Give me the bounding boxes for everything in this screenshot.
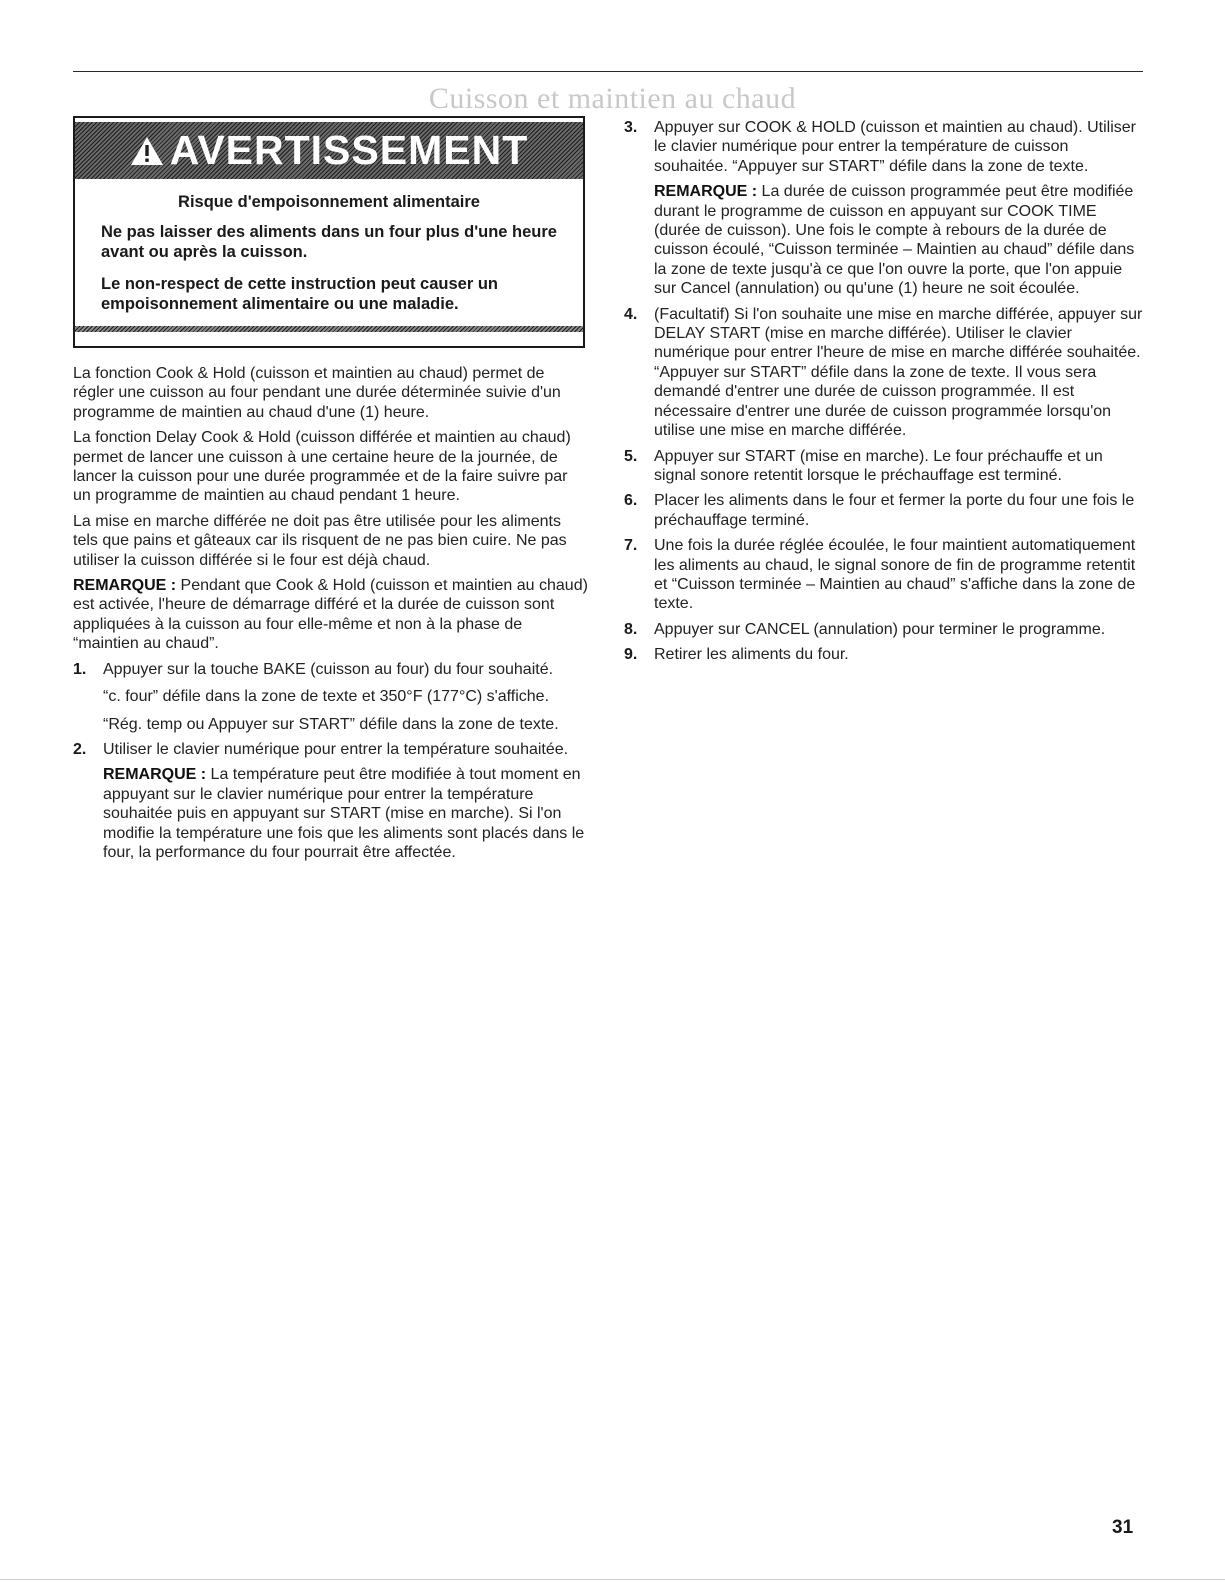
list-item xyxy=(624,305,1144,441)
intro-paragraph-1: La fonction Cook & Hold (cuisson et maintien au chaud) permet de régler une cuisson au four pendant une durée déterminée suivie d'un programme de maintien au chaud d'une (1) heure. xyxy=(73,365,561,421)
warning-title: AVERTISSEMENT xyxy=(169,127,529,173)
warning-triangle-icon xyxy=(130,136,164,166)
step-text: Appuyer sur CANCEL (annulation) pour terminer le programme. xyxy=(654,620,1106,638)
list-item xyxy=(624,118,1144,299)
step-text: Retirer les aliments du four. xyxy=(654,646,849,664)
step-number: 9. xyxy=(624,646,638,664)
step-number: 8. xyxy=(624,620,638,638)
warning-text-1: Ne pas laisser des aliments dans un four plus d'une heure avant ou après la cuisson. xyxy=(101,223,557,261)
step-note xyxy=(654,182,1144,298)
step-number: 7. xyxy=(624,537,638,555)
note-text: La température peut être modifiée à tout moment en appuyant sur le clavier numérique pour entrer la température souhaitée puis en appuyant sur START (mise en marche). Si l'on modifie la température une fois que les aliments sont placés dans le four, la performance du four pourrait être affectée. xyxy=(103,766,585,861)
step-subtext: “c. four” défile dans la zone de texte et 350°F (177°C) s'affiche. xyxy=(103,688,550,706)
step-number: 6. xyxy=(624,492,638,510)
intro-paragraph-2: La fonction Delay Cook & Hold (cuisson différée et maintien au chaud) permet de lancer une cuisson à une certaine heure de la journée, de lancer la cuisson pour une durée programmée et de la faire suivre par un programme de maintien au chaud pendant 1 heure. xyxy=(73,429,571,505)
note-label: REMARQUE : xyxy=(73,577,177,595)
step-text: Placer les aliments dans le four et fermer la porte du four une fois le préchauffage terminé. xyxy=(654,492,1135,529)
step-number: 1. xyxy=(73,660,87,678)
step-text: Appuyer sur la touche BAKE (cuisson au four) du four souhaité. xyxy=(103,660,554,678)
step-text: Une fois la durée réglée écoulée, le four maintient automatiquement les aliments au chaud, le signal sonore de fin de programme retentit et “Cuisson terminée – Maintien au chaud” s'affiche dans la zone de texte. xyxy=(654,537,1136,613)
step-subtext: “Rég. temp ou Appuyer sur START” défile dans la zone de texte. xyxy=(103,715,559,733)
top-rule xyxy=(73,71,1143,72)
step-text: Appuyer sur START (mise en marche). Le four préchauffe et un signal sonore retentit lorsque le préchauffage est terminé. xyxy=(654,447,1103,484)
note-label: REMARQUE : xyxy=(654,183,758,201)
note-label: REMARQUE : xyxy=(103,766,207,784)
intro-note xyxy=(73,576,589,654)
list-item xyxy=(624,536,1144,614)
step-number: 3. xyxy=(624,119,638,136)
warning-heading: Risque d'empoisonnement alimentaire xyxy=(178,193,480,211)
step-note xyxy=(103,765,589,862)
list-item xyxy=(624,620,1144,639)
note-text: La durée de cuisson programmée peut être modifiée durant le programme de cuisson en appuyant sur COOK TIME (durée de cuisson). Une fois le compte à rebours de la durée de cuisson écoulé, “Cuisson terminée – Maintien au chaud” défile dans la zone de texte jusqu'à ce que l'on ouvre la porte, que l'on appuie sur Cancel (annulation) ou qu'une (1) heure ne soit écoulée. xyxy=(654,183,1135,298)
step-number: 4. xyxy=(624,305,638,323)
step-text: Utiliser le clavier numérique pour entrer la température souhaitée. xyxy=(103,740,569,758)
intro-paragraph-3: La mise en marche différée ne doit pas être utilisée pour les aliments tels que pains et gâteaux car ils risquent de ne pas bien cuire. Ne pas utiliser la cuisson différée si le four est déjà chaud. xyxy=(73,512,567,569)
note-text: Pendant que Cook & Hold (cuisson et maintien au chaud) est activée, l'heure de démarrage différé et la durée de cuisson sont appliquées à la cuisson au four elle-même et non à la phase de “maintien au chaud”. xyxy=(73,577,588,653)
list-item xyxy=(624,447,1144,486)
list-item xyxy=(624,645,1144,664)
section-title: Cuisson et maintien au chaud xyxy=(428,82,797,115)
warning-text-2: Le non-respect de cette instruction peut causer un empoisonnement alimentaire ou une maladie. xyxy=(101,275,498,313)
right-column xyxy=(624,118,1144,671)
step-text: (Facultatif) Si l'on souhaite une mise en marche différée, appuyer sur DELAY START (mise en marche différée). Utiliser le clavier numérique pour entrer l'heure de mise en marche différée souhaitée. “Appuyer sur START” défile dans la zone de texte. Il vous sera demandé d'entrer une durée de cuisson programmée. Il est nécessaire d'entrer une durée de cuisson programmée lorsqu'on utilise une mise en marche différée. xyxy=(654,305,1143,440)
warning-banner xyxy=(75,122,583,179)
step-number: 2. xyxy=(73,740,87,758)
warning-box xyxy=(73,116,585,348)
warning-hatch-strip xyxy=(75,326,583,332)
list-item xyxy=(73,740,589,862)
step-text: Appuyer sur COOK & HOLD (cuisson et maintien au chaud). Utiliser le clavier numérique pour entrer la température de cuisson souhaitée. “Appuyer sur START” défile dans la zone de texte. xyxy=(654,119,1136,175)
step-number: 5. xyxy=(624,447,638,465)
list-item xyxy=(624,491,1144,530)
bottom-rule xyxy=(0,1579,1225,1580)
list-item xyxy=(73,660,589,734)
page-number: 31 xyxy=(1112,1517,1134,1538)
left-column xyxy=(73,116,589,868)
